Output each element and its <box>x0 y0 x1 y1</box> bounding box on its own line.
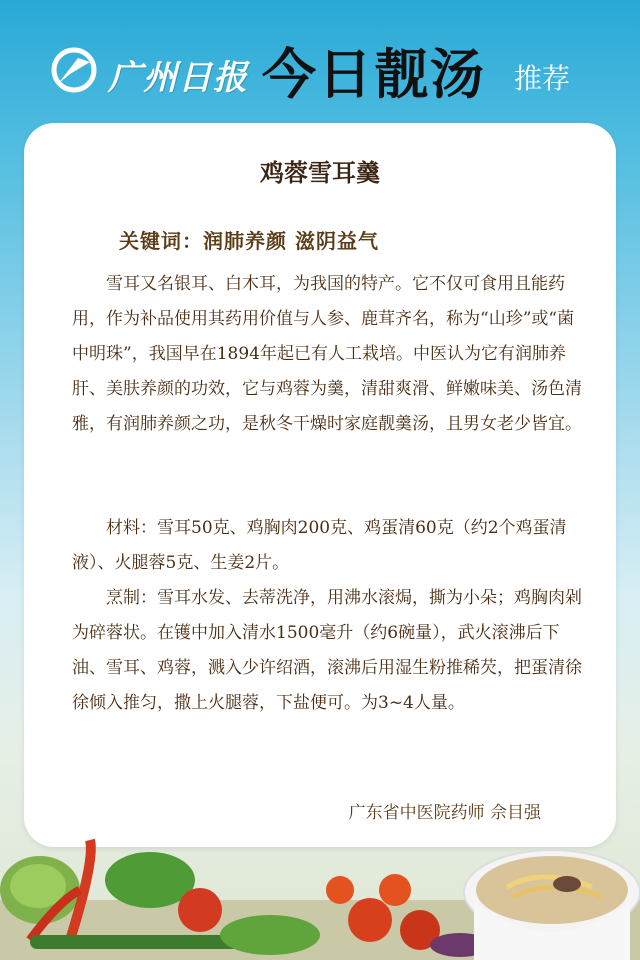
header <box>0 0 640 115</box>
recommend-label: 推荐 <box>514 62 571 95</box>
ingredients-paragraph: 材料：雪耳50克、鸡胸肉200克、鸡蛋清60克（约2个鸡蛋清液）、火腿蓉5克、生姜2片。 <box>72 518 567 573</box>
column-name: 今日靓汤 <box>262 42 486 106</box>
newspaper-name: 广州日报 <box>108 58 248 98</box>
newspaper-logo-icon <box>48 44 100 96</box>
soup-bowl-image <box>452 842 640 960</box>
article-keywords: 关键词：润肺养颜 滋阴益气 <box>119 229 379 253</box>
article-author: 广东省中医院药师 佘目强 <box>348 803 541 823</box>
method-paragraph: 烹制：雪耳水发、去蒂洗净，用沸水滚焗，撕为小朵；鸡胸肉剁为碎蓉状。在镬中加入清水1500毫升（约6碗量），武火滚沸后下油、雪耳、鸡蓉，溅入少许绍酒，滚沸后用湿生粉推稀芡，把蛋清徐徐倾入推匀，撒上火腿蓉，下盐便可。为3~4人量。 <box>72 588 582 713</box>
article-card <box>24 123 616 847</box>
article-title: 鸡蓉雪耳羹 <box>260 159 380 187</box>
intro-paragraph: 雪耳又名银耳、白木耳，为我国的特产。它不仅可食用且能药用，作为补品使用其药用价值与人参、鹿茸齐名，称为“山珍”或“菌中明珠”，我国早在1894年起已有人工栽培。中医认为它有润肺养肝、美肤养颜的功效，它与鸡蓉为羹，清甜爽滑、鲜嫩味美、汤色清雅，有润肺养颜之功，是秋冬干燥时家庭靓羹汤，且男女老少皆宜。 <box>72 274 582 434</box>
